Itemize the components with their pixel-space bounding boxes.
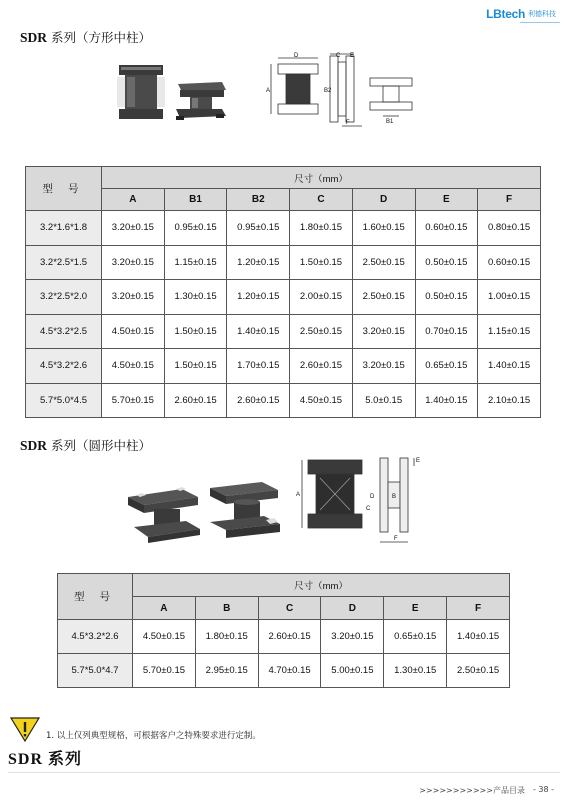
value-cell: 2.95±0.15	[195, 654, 258, 688]
table-row	[58, 654, 510, 688]
column-header: A	[133, 597, 196, 620]
column-header: E	[384, 597, 447, 620]
value-cell: 1.15±0.15	[164, 245, 227, 280]
model-header: 型 号	[26, 167, 102, 211]
svg-text:B2: B2	[324, 88, 332, 94]
svg-text:F: F	[394, 536, 398, 542]
value-cell: 1.70±0.15	[227, 349, 290, 384]
value-cell: 1.20±0.15	[227, 280, 290, 315]
svg-text:A: A	[296, 492, 301, 498]
value-cell: 3.20±0.15	[102, 280, 165, 315]
value-cell: 2.10±0.15	[478, 383, 541, 418]
column-header: F	[478, 189, 541, 211]
model-header: 型 号	[58, 574, 133, 620]
table-row	[26, 314, 541, 349]
value-cell: 1.30±0.15	[384, 654, 447, 688]
value-cell: 4.50±0.15	[290, 383, 353, 418]
column-header: E	[415, 189, 478, 211]
square-core-photo-1	[117, 63, 165, 121]
value-cell: 5.0±0.15	[352, 383, 415, 418]
svg-text:A: A	[266, 88, 271, 94]
value-cell: 2.60±0.15	[258, 620, 321, 654]
round-core-dimension-drawing	[294, 452, 430, 548]
column-header: D	[352, 189, 415, 211]
column-header: F	[447, 597, 510, 620]
value-cell: 1.50±0.15	[290, 245, 353, 280]
column-header: A	[102, 189, 165, 211]
square-core-dimension-drawing	[266, 52, 416, 132]
catalog-nav-link[interactable]: >>>>>>>>>>>产品目录	[419, 786, 525, 795]
value-cell: 3.20±0.15	[321, 620, 384, 654]
svg-text:C: C	[336, 53, 341, 59]
value-cell: 4.50±0.15	[133, 620, 196, 654]
svg-text:E: E	[350, 53, 355, 59]
model-cell: 3.2*2.5*2.0	[26, 280, 102, 315]
value-cell: 0.95±0.15	[227, 211, 290, 246]
table-row	[26, 349, 541, 384]
value-cell: 1.40±0.15	[447, 620, 510, 654]
svg-text:D: D	[370, 494, 375, 500]
svg-text:B: B	[392, 494, 397, 500]
table-row	[26, 383, 541, 418]
dimension-header: 尺寸（mm）	[102, 167, 541, 189]
value-cell: 4.50±0.15	[102, 314, 165, 349]
column-header: B2	[227, 189, 290, 211]
warning-icon	[10, 716, 40, 742]
value-cell: 5.00±0.15	[321, 654, 384, 688]
column-header: B1	[164, 189, 227, 211]
value-cell: 0.60±0.15	[415, 211, 478, 246]
logo-chinese: 利德科技	[528, 10, 556, 18]
value-cell: 1.40±0.15	[415, 383, 478, 418]
square-core-photo-2	[172, 80, 228, 122]
value-cell: 1.80±0.15	[195, 620, 258, 654]
value-cell: 2.60±0.15	[290, 349, 353, 384]
column-header: B	[195, 597, 258, 620]
value-cell: 3.20±0.15	[102, 245, 165, 280]
value-cell: 4.70±0.15	[258, 654, 321, 688]
value-cell: 1.40±0.15	[227, 314, 290, 349]
svg-text:E: E	[416, 458, 421, 464]
value-cell: 0.50±0.15	[415, 245, 478, 280]
footer-rule	[8, 772, 560, 773]
value-cell: 0.95±0.15	[164, 211, 227, 246]
value-cell: 1.20±0.15	[227, 245, 290, 280]
model-cell: 4.5*3.2*2.5	[26, 314, 102, 349]
section-title-round: SDR 系列（圆形中柱）	[20, 438, 151, 453]
value-cell: 4.50±0.15	[102, 349, 165, 384]
value-cell: 3.20±0.15	[352, 349, 415, 384]
value-cell: 2.00±0.15	[290, 280, 353, 315]
model-cell: 4.5*3.2*2.6	[26, 349, 102, 384]
table-row	[26, 211, 541, 246]
note-text: 1. 以上仅列典型规格，可根据客户之特殊要求进行定制。	[46, 731, 261, 741]
value-cell: 1.60±0.15	[352, 211, 415, 246]
round-core-photo-1	[120, 483, 202, 543]
value-cell: 0.65±0.15	[415, 349, 478, 384]
value-cell: 1.15±0.15	[478, 314, 541, 349]
page-number: - 38 -	[532, 785, 554, 794]
svg-text:F: F	[346, 120, 350, 126]
value-cell: 2.50±0.15	[352, 280, 415, 315]
model-cell: 5.7*5.0*4.5	[26, 383, 102, 418]
round-core-photo-2	[206, 480, 286, 544]
dimension-header: 尺寸（mm）	[133, 574, 510, 597]
section-title-square: SDR 系列（方形中柱）	[20, 30, 151, 45]
square-core-spec-table	[25, 166, 541, 418]
value-cell: 1.00±0.15	[478, 280, 541, 315]
value-cell: 2.60±0.15	[227, 383, 290, 418]
value-cell: 1.40±0.15	[478, 349, 541, 384]
column-header: C	[258, 597, 321, 620]
value-cell: 0.70±0.15	[415, 314, 478, 349]
round-core-spec-table	[57, 573, 510, 688]
logo-word: LBtech	[486, 7, 525, 21]
bottom-series-title: SDR 系列	[8, 751, 83, 768]
value-cell: 2.50±0.15	[290, 314, 353, 349]
value-cell: 0.60±0.15	[478, 245, 541, 280]
value-cell: 3.20±0.15	[102, 211, 165, 246]
value-cell: 2.50±0.15	[352, 245, 415, 280]
model-cell: 4.5*3.2*2.6	[58, 620, 133, 654]
value-cell: 1.80±0.15	[290, 211, 353, 246]
value-cell: 1.50±0.15	[164, 349, 227, 384]
column-header: C	[290, 189, 353, 211]
value-cell: 0.65±0.15	[384, 620, 447, 654]
value-cell: 5.70±0.15	[133, 654, 196, 688]
value-cell: 0.80±0.15	[478, 211, 541, 246]
header-rule	[520, 22, 560, 23]
value-cell: 3.20±0.15	[352, 314, 415, 349]
svg-text:B1: B1	[386, 119, 394, 125]
svg-text:C: C	[366, 506, 371, 512]
model-cell: 3.2*2.5*1.5	[26, 245, 102, 280]
footer	[419, 785, 554, 796]
model-cell: 5.7*5.0*4.7	[58, 654, 133, 688]
value-cell: 1.30±0.15	[164, 280, 227, 315]
model-cell: 3.2*1.6*1.8	[26, 211, 102, 246]
value-cell: 2.60±0.15	[164, 383, 227, 418]
table-row	[26, 280, 541, 315]
value-cell: 0.50±0.15	[415, 280, 478, 315]
note	[10, 716, 261, 742]
value-cell: 2.50±0.15	[447, 654, 510, 688]
value-cell: 1.50±0.15	[164, 314, 227, 349]
value-cell: 5.70±0.15	[102, 383, 165, 418]
column-header: D	[321, 597, 384, 620]
table-row	[26, 245, 541, 280]
company-logo	[486, 7, 556, 21]
table-row	[58, 620, 510, 654]
svg-text:D: D	[294, 53, 299, 59]
